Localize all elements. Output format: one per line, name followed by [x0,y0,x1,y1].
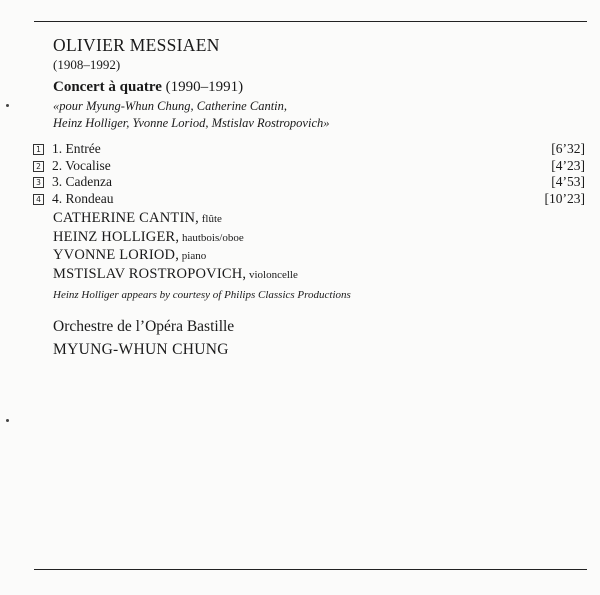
orchestra-name: Orchestre de l’Opéra Bastille [53,318,235,335]
performer-instrument: flûte [198,213,222,225]
work-title: Concert à quatre [53,79,162,95]
performer-row [53,228,298,247]
bottom-rule [34,569,587,570]
performer-instrument: hautbois/oboe [179,231,244,244]
track-duration: [4’23] [551,157,585,173]
performer-instrument: piano [179,250,207,262]
track-row [33,158,585,175]
courtesy-note: Heinz Holliger appears by courtesy of Philips Classics Productions [53,289,351,301]
track-list [33,141,585,207]
dedication-line: Heinz Holliger, Yvonne Loriod, Mstislav Rostropovich» [53,115,330,130]
track-row [33,191,585,208]
track-title: 1. Entrée [52,141,101,156]
performer-name: CATHERINE CANTIN, [53,210,199,226]
print-speck [6,419,9,422]
work-dedication [53,98,383,131]
track-duration: [6’32] [551,141,585,156]
track-title: 3. Cadenza [52,174,112,189]
performer-row [53,246,298,265]
track-number-box: 3 [33,177,44,188]
track-title: 4. Rondeau [52,190,114,206]
performer-row [53,209,298,228]
track-number-box: 2 [33,161,44,172]
performer-name: HEINZ HOLLIGER, [53,228,180,245]
composer-dates: (1908–1992) [53,57,121,72]
performer-instrument: violoncelle [246,268,298,281]
composer-name: OLIVIER MESSIAEN [53,35,220,55]
track-duration: [10’23] [544,190,585,206]
track-title: 2. Vocalise [52,157,111,173]
conductor-name: MYUNG-WHUN CHUNG [53,341,229,358]
track-duration: [4’53] [551,174,585,189]
dedication-line: «pour Myung-Whun Chung, Catherine Cantin, [53,99,288,113]
track-row [33,174,585,191]
performer-name: YVONNE LORIOD, [53,247,180,263]
work-years: (1990–1991) [161,79,244,95]
performer-list [53,209,298,283]
track-number-box: 4 [33,194,44,205]
print-speck [6,104,9,107]
track-row [33,141,585,158]
track-number-box: 1 [33,144,44,155]
work-heading [53,79,243,96]
performer-name: MSTISLAV ROSTROPOVICH, [53,265,247,282]
top-rule [34,21,587,22]
performer-row [53,265,298,284]
